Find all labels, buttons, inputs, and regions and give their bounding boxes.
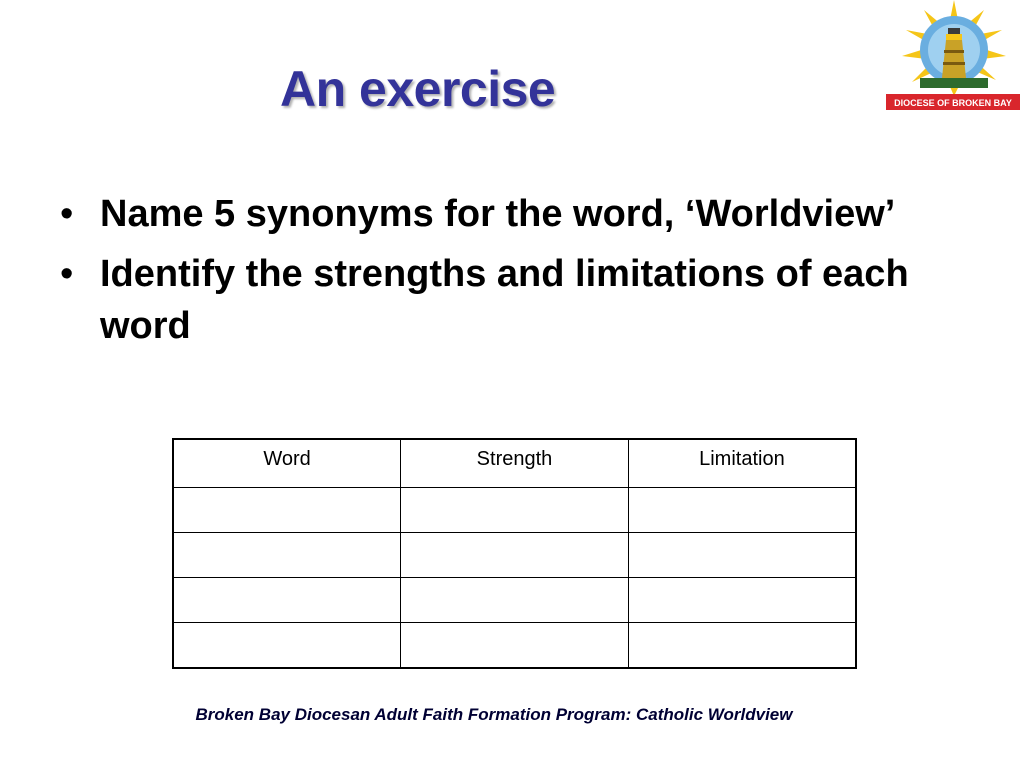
column-header-word: Word <box>173 439 401 487</box>
table-header-row <box>173 439 856 487</box>
table-cell <box>173 487 401 532</box>
table-cell <box>628 532 856 577</box>
table-cell <box>628 487 856 532</box>
logo-banner-text: DIOCESE OF BROKEN BAY <box>894 98 1012 108</box>
slide-title: An exercise <box>280 61 556 117</box>
table-cell <box>173 577 401 622</box>
table-cell <box>173 532 401 577</box>
bullet-glyph: • <box>60 253 74 295</box>
bullet-list <box>60 188 990 360</box>
table-cell <box>401 577 629 622</box>
table-row <box>173 577 856 622</box>
bullet-text: Identify the strengths and limitations of each word <box>100 253 909 347</box>
table-row <box>173 622 856 668</box>
table-cell <box>401 532 629 577</box>
bullet-item <box>60 248 990 352</box>
bullet-text: Name 5 synonyms for the word, ‘Worldview’ <box>100 193 896 235</box>
column-header-limitation: Limitation <box>628 439 856 487</box>
bullet-glyph: • <box>60 193 74 235</box>
diocese-logo <box>884 0 1024 112</box>
bullet-item <box>60 188 990 240</box>
table-cell <box>401 622 629 668</box>
column-header-strength: Strength <box>401 439 629 487</box>
lighthouse-logo-icon <box>884 0 1024 112</box>
table-cell <box>628 577 856 622</box>
table-cell <box>401 487 629 532</box>
table-row <box>173 532 856 577</box>
table-cell <box>173 622 401 668</box>
table-cell <box>628 622 856 668</box>
exercise-table <box>172 438 857 669</box>
slide-footer: Broken Bay Diocesan Adult Faith Formation Program: Catholic Worldview <box>195 705 793 724</box>
table-row <box>173 487 856 532</box>
